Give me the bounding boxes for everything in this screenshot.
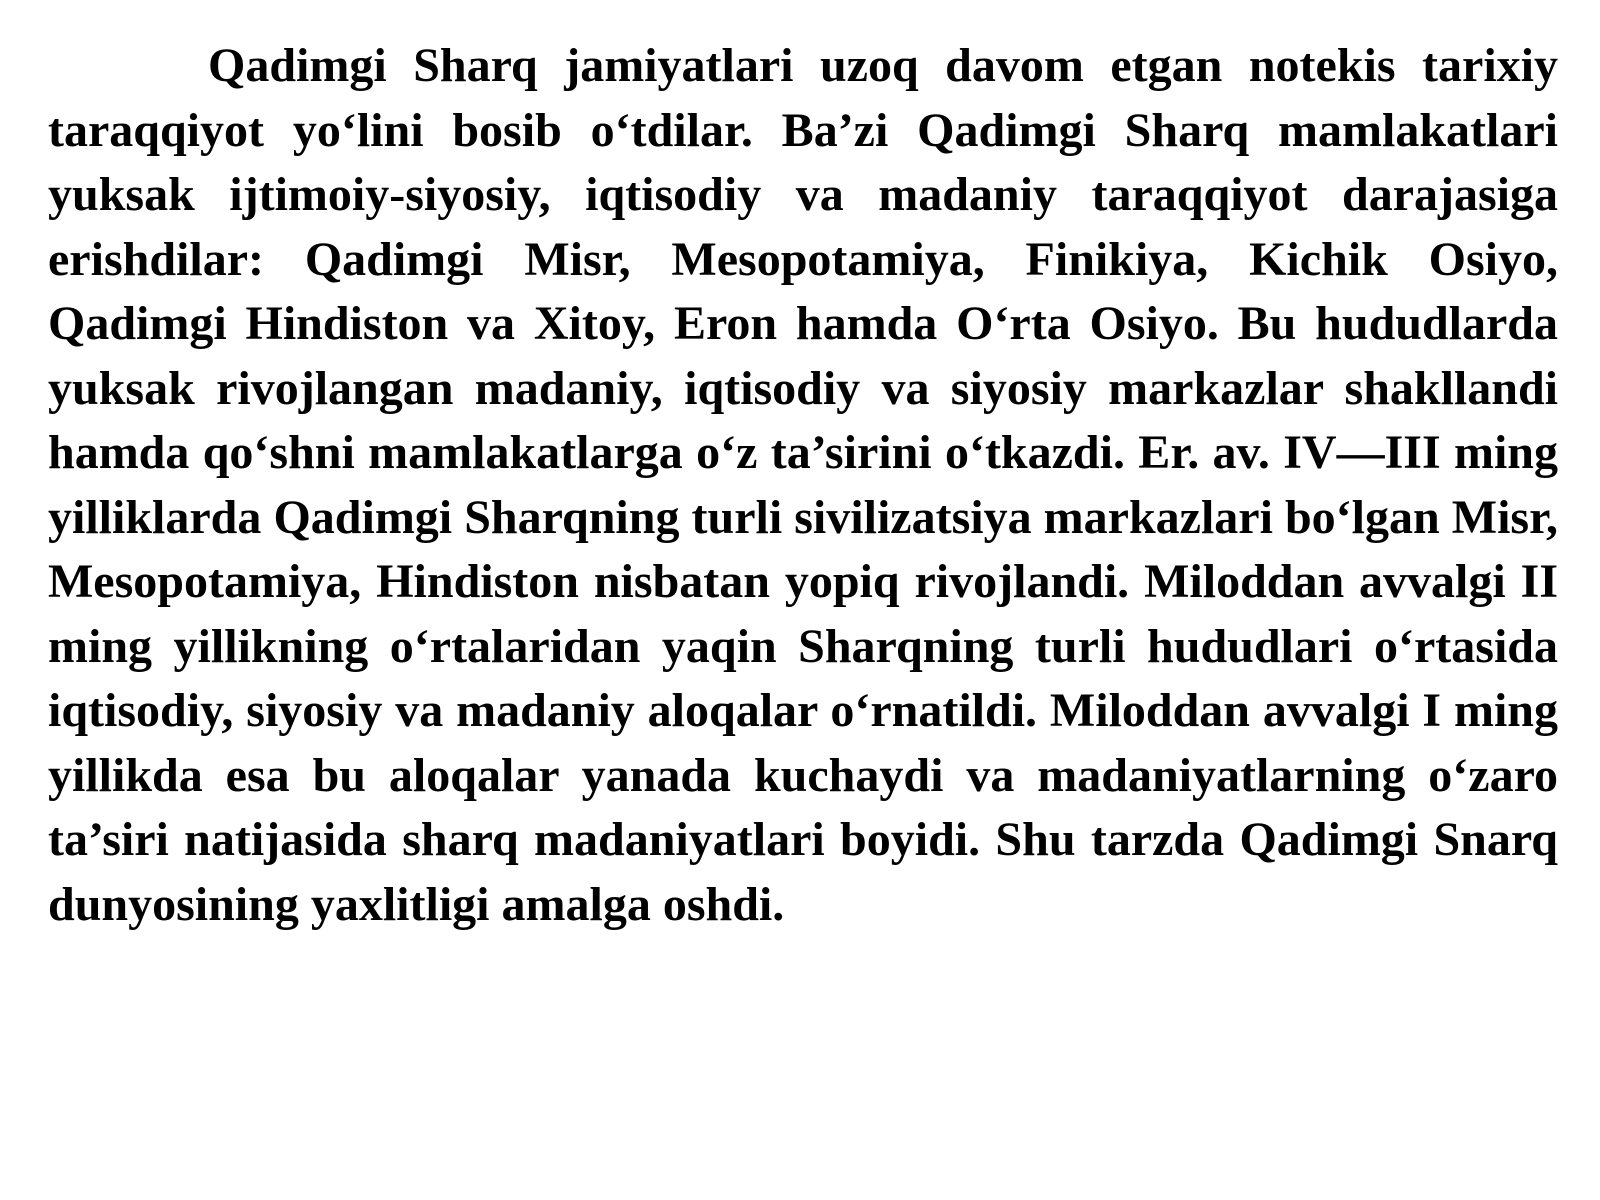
body-paragraph: Qadimgi Sharq jamiyatlari uzoq davom etgan notekis tarixiy taraqqiyot yo‘lini bosib o‘tdilar. Ba’zi Qadimgi Sharq mamlakatlari yuksak ijtimoiy-siyosiy, iqtisodiy va madaniy taraqqiyot darajasiga erishdilar: Qadimgi Misr, Mesopotamiya, Finikiya, Kichik Osiyo, Qadimgi Hindiston va Xitoy, Eron hamda O‘rta Osiyo. Bu hududlarda yuksak rivojlangan madaniy, iqtisodiy va siyosiy markazlar shakllandi hamda qo‘shni mamlakatlarga o‘z ta’sirini o‘tkazdi. Er. av. IV—III ming yilliklarda Qadimgi Sharqning turli sivilizatsiya markazlari bo‘lgan Misr, Mesopotamiya, Hindiston nisbatan yopiq rivojlandi. Miloddan avvalgi II ming yillikning o‘rtalaridan yaqin Sharqning turli hududlari o‘rtasida iqtisodiy, siyosiy va madaniy aloqalar o‘rnatildi. Miloddan avvalgi I ming yillikda esa bu aloqalar yanada kuchaydi va madaniyatlarning o‘zaro ta’siri natijasida sharq madaniyatlari boyidi. Shu tarzda Qadimgi Snarq dunyosining yaxlitligi amalga oshdi. (48, 39, 1558, 931)
